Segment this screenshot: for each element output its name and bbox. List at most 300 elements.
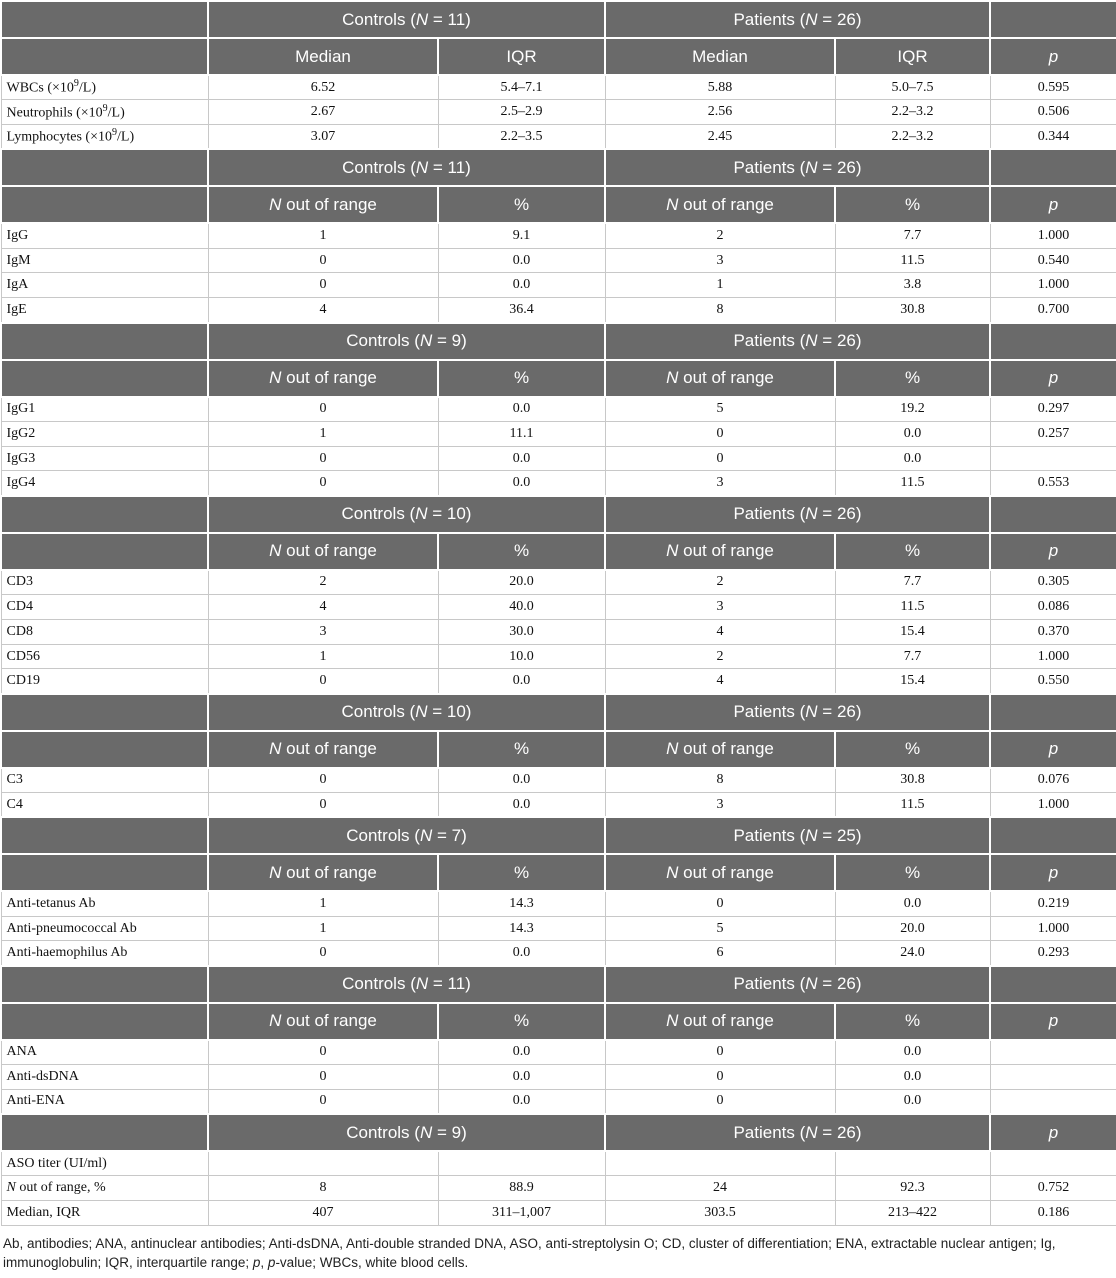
cell-p: 0.550	[990, 669, 1116, 694]
cell-b: 0.0	[438, 1065, 605, 1090]
blank-header-cell	[1, 496, 208, 533]
controls-n-value: 11	[447, 9, 466, 29]
row-label-tail: /L)	[107, 105, 125, 121]
n-symbol: N	[269, 194, 282, 214]
cell-c: 5	[605, 916, 835, 941]
column-header-a	[208, 1003, 438, 1040]
patients-label: Patients	[733, 157, 795, 177]
cell-a: 0	[208, 793, 438, 818]
cell-p: 1.000	[990, 273, 1116, 298]
superscript: 9	[73, 78, 79, 90]
patients-n-value: 25	[836, 825, 856, 845]
p-header: p	[1048, 1122, 1059, 1142]
row-label	[1, 421, 208, 446]
cell-a: 4	[208, 298, 438, 323]
cell-b: 0.0	[438, 669, 605, 694]
row-label	[1, 471, 208, 496]
column-header-p	[990, 1003, 1116, 1040]
cell-a: 8	[208, 1176, 438, 1201]
blank-header-cell	[1, 1003, 208, 1040]
cell-c: 3	[605, 471, 835, 496]
row-label	[1, 75, 208, 100]
p-group-header	[990, 323, 1116, 360]
cell-d: 213–422	[835, 1201, 990, 1226]
cell-d: 19.2	[835, 397, 990, 422]
cell-c: 2	[605, 570, 835, 595]
column-header-text: %	[513, 541, 530, 561]
n-symbol: N	[415, 157, 429, 177]
footnote-p-symbol: p	[252, 1255, 261, 1270]
row-label	[1, 1065, 208, 1090]
column-header-a	[208, 360, 438, 397]
column-header-text: IQR	[506, 46, 537, 66]
row-label-text: Anti-pneumococcal Ab	[6, 920, 137, 936]
cell-c: 1	[605, 273, 835, 298]
blank-header-cell	[1, 38, 208, 75]
column-header-text: %	[513, 739, 530, 759]
equals-sign: =	[817, 974, 837, 994]
column-header-a	[208, 854, 438, 891]
row-label	[1, 1201, 208, 1226]
n-symbol: N	[805, 331, 818, 351]
cell-a: 0	[208, 669, 438, 694]
table-row	[1, 1151, 1116, 1176]
column-header-text: out of range	[286, 194, 377, 214]
column-header-b	[438, 731, 605, 768]
column-header-text: %	[904, 739, 921, 759]
blank-header-cell	[1, 186, 208, 223]
cell-d: 24.0	[835, 941, 990, 966]
row-label	[1, 793, 208, 818]
equals-sign: =	[432, 825, 452, 845]
column-header-c	[605, 533, 835, 570]
cell-c: 4	[605, 669, 835, 694]
row-label	[1, 1089, 208, 1114]
p-group-header	[990, 1114, 1116, 1151]
table-row	[1, 793, 1116, 818]
cell-d: 0.0	[835, 1065, 990, 1090]
cell-c: 4	[605, 619, 835, 644]
cell-b: 11.1	[438, 421, 605, 446]
column-header-row	[1, 1003, 1116, 1040]
patients-n-value: 26	[836, 157, 856, 177]
row-label-text: IgG1	[6, 401, 36, 417]
cell-b: 30.0	[438, 619, 605, 644]
n-symbol: N	[805, 825, 818, 845]
group-header-row	[1, 496, 1116, 533]
row-label-text: IgG2	[6, 425, 36, 441]
patients-group-header: Patients (N = 26)	[605, 496, 990, 533]
row-label	[1, 619, 208, 644]
column-header-a	[208, 533, 438, 570]
footnote-p-symbol-2: p	[267, 1255, 276, 1270]
column-header-d	[835, 731, 990, 768]
cell-b: 0.0	[438, 1040, 605, 1065]
row-label	[1, 669, 208, 694]
cell-a: 0	[208, 471, 438, 496]
cell-c: 5.88	[605, 75, 835, 100]
row-label-text: Anti-dsDNA	[6, 1068, 79, 1084]
n-symbol: N	[805, 504, 818, 524]
cell-p: 0.297	[990, 397, 1116, 422]
column-header-text: %	[904, 862, 921, 882]
p-group-header	[990, 817, 1116, 854]
table-row	[1, 891, 1116, 916]
controls-label: Controls	[342, 974, 406, 994]
footnote-text-3: -value; WBCs, white blood cells.	[275, 1255, 469, 1270]
controls-group-header: Controls (N = 9)	[208, 1114, 605, 1151]
p-header: p	[1048, 368, 1059, 388]
cell-b: 0.0	[438, 397, 605, 422]
cell-p: 0.305	[990, 570, 1116, 595]
cell-p	[990, 446, 1116, 471]
n-symbol: N	[666, 194, 679, 214]
cell-b: 0.0	[438, 941, 605, 966]
p-header: p	[1048, 194, 1059, 214]
patients-label: Patients	[733, 1122, 795, 1142]
cell-a: 1	[208, 916, 438, 941]
cell-c: 2	[605, 644, 835, 669]
n-symbol: N	[805, 9, 818, 29]
row-label	[1, 768, 208, 793]
group-header-row	[1, 323, 1116, 360]
p-header: p	[1048, 1011, 1059, 1031]
cell-d: 11.5	[835, 595, 990, 620]
controls-group-header: Controls (N = 11)	[208, 966, 605, 1003]
row-label	[1, 1040, 208, 1065]
patients-label: Patients	[733, 9, 795, 29]
column-header-text: out of range	[683, 862, 774, 882]
equals-sign: =	[427, 702, 447, 722]
row-label	[1, 891, 208, 916]
row-label-text: Lymphocytes (×10	[6, 130, 112, 146]
n-symbol: N	[269, 739, 282, 759]
cell-d: 2.2–3.2	[835, 125, 990, 150]
row-label-tail: /L)	[78, 80, 97, 96]
cell-b: 14.3	[438, 891, 605, 916]
n-symbol: N	[666, 368, 679, 388]
controls-n-value: 11	[447, 974, 466, 994]
p-group-header	[990, 496, 1116, 533]
equals-sign: =	[428, 974, 448, 994]
cell-p: 0.540	[990, 248, 1116, 273]
column-header-text: out of range	[286, 368, 377, 388]
cell-p: 0.506	[990, 100, 1116, 125]
table-row	[1, 75, 1116, 100]
cell-b: 2.5–2.9	[438, 100, 605, 125]
p-group-header	[990, 1, 1116, 38]
cell-a: 1	[208, 223, 438, 248]
results-table-body	[1, 1, 1116, 1226]
row-label-text: CD56	[6, 648, 40, 664]
p-header: p	[1048, 739, 1059, 759]
cell-d: 0.0	[835, 421, 990, 446]
column-header-c	[605, 38, 835, 75]
group-header-row	[1, 149, 1116, 186]
cell-b: 0.0	[438, 1089, 605, 1114]
cell-a: 2.67	[208, 100, 438, 125]
row-label-text: ASO titer (UI/ml)	[6, 1155, 107, 1171]
patients-label: Patients	[733, 331, 795, 351]
footnote-text-2: ,	[260, 1255, 268, 1270]
table-row	[1, 619, 1116, 644]
controls-label: Controls	[346, 825, 410, 845]
cell-c: 0	[605, 1089, 835, 1114]
group-header-row	[1, 694, 1116, 731]
p-group-header	[990, 966, 1116, 1003]
blank-header-cell	[1, 1114, 208, 1151]
column-header-d	[835, 533, 990, 570]
cell-b: 10.0	[438, 644, 605, 669]
n-symbol: N	[666, 1011, 679, 1031]
column-header-text: out of range	[683, 194, 774, 214]
row-label	[1, 941, 208, 966]
cell-d: 0.0	[835, 1040, 990, 1065]
cell-c	[605, 1151, 835, 1176]
column-header-text: IQR	[897, 46, 928, 66]
cell-a: 6.52	[208, 75, 438, 100]
column-header-p	[990, 360, 1116, 397]
cell-b: 0.0	[438, 248, 605, 273]
column-header-row	[1, 186, 1116, 223]
cell-c: 3	[605, 793, 835, 818]
cell-p: 0.595	[990, 75, 1116, 100]
cell-c: 303.5	[605, 1201, 835, 1226]
table-row	[1, 471, 1116, 496]
column-header-text: out of range	[683, 739, 774, 759]
n-symbol: N	[415, 974, 429, 994]
column-header-d	[835, 854, 990, 891]
equals-sign: =	[817, 504, 837, 524]
controls-n-value: 11	[447, 157, 466, 177]
cell-a: 0	[208, 446, 438, 471]
row-label	[1, 1176, 208, 1201]
blank-header-cell	[1, 323, 208, 360]
cell-d	[835, 1151, 990, 1176]
cell-c: 3	[605, 595, 835, 620]
row-label-text: Neutrophils (×10	[6, 105, 103, 121]
controls-n-value: 7	[451, 825, 462, 845]
n-symbol: N	[415, 504, 428, 524]
row-label-tail: /L)	[117, 130, 135, 146]
column-header-text: out of range	[286, 1011, 377, 1031]
table-row	[1, 248, 1116, 273]
cell-b: 5.4–7.1	[438, 75, 605, 100]
cell-b: 311–1,007	[438, 1201, 605, 1226]
table-row	[1, 446, 1116, 471]
controls-n-value: 10	[446, 702, 466, 722]
n-symbol: N	[805, 1122, 818, 1142]
cell-a: 407	[208, 1201, 438, 1226]
table-row	[1, 223, 1116, 248]
column-header-text: Median	[295, 46, 351, 66]
controls-label: Controls	[346, 1122, 410, 1142]
blank-header-cell	[1, 731, 208, 768]
column-header-c	[605, 360, 835, 397]
row-label	[1, 248, 208, 273]
cell-a: 1	[208, 421, 438, 446]
cell-d: 0.0	[835, 446, 990, 471]
patients-label: Patients	[733, 974, 795, 994]
cell-b: 2.2–3.5	[438, 125, 605, 150]
cell-c: 0	[605, 421, 835, 446]
patients-label: Patients	[733, 504, 795, 524]
n-symbol: N	[666, 541, 679, 561]
column-header-row	[1, 533, 1116, 570]
row-label-text: IgG	[6, 228, 29, 244]
cell-a: 1	[208, 891, 438, 916]
footnote-text-1: Ab, antibodies; ANA, antinuclear antibodies; Anti-dsDNA, Anti-double stranded DNA, ASO, anti-streptolysin O; CD, cluster of differentiation; ENA, extractable nuclear antigen; Ig, immunoglobulin; IQR, interquartile range;	[3, 1236, 1056, 1270]
cell-a	[208, 1151, 438, 1176]
cell-p: 0.344	[990, 125, 1116, 150]
cell-a: 1	[208, 644, 438, 669]
cell-a: 0	[208, 248, 438, 273]
cell-p	[990, 1151, 1116, 1176]
cell-a: 0	[208, 1065, 438, 1090]
table-row	[1, 570, 1116, 595]
patients-n-value: 26	[836, 702, 856, 722]
controls-label: Controls	[342, 157, 406, 177]
n-symbol: N	[666, 862, 679, 882]
patients-label: Patients	[733, 825, 795, 845]
column-header-b	[438, 360, 605, 397]
cell-c: 0	[605, 891, 835, 916]
cell-c: 6	[605, 941, 835, 966]
column-header-b	[438, 1003, 605, 1040]
column-header-a	[208, 38, 438, 75]
row-label	[1, 397, 208, 422]
column-header-c	[605, 1003, 835, 1040]
group-header-row	[1, 1, 1116, 38]
superscript: 9	[112, 127, 117, 139]
column-header-text: %	[904, 541, 921, 561]
table-row	[1, 100, 1116, 125]
p-group-header	[990, 694, 1116, 731]
cell-c: 3	[605, 248, 835, 273]
row-label-text: IgA	[6, 277, 29, 293]
row-label	[1, 273, 208, 298]
cell-d: 11.5	[835, 793, 990, 818]
cell-p	[990, 1089, 1116, 1114]
cell-d: 92.3	[835, 1176, 990, 1201]
n-symbol: N	[419, 1122, 433, 1142]
column-header-c	[605, 731, 835, 768]
column-header-text: out of range	[683, 368, 774, 388]
table-row	[1, 768, 1116, 793]
controls-n-value: 9	[451, 331, 462, 351]
column-header-b	[438, 854, 605, 891]
table-row	[1, 125, 1116, 150]
equals-sign: =	[427, 504, 447, 524]
blank-header-cell	[1, 817, 208, 854]
cell-c: 24	[605, 1176, 835, 1201]
row-label-text: IgG3	[6, 450, 36, 466]
column-header-c	[605, 186, 835, 223]
controls-group-header: Controls (N = 11)	[208, 1, 605, 38]
patients-n-value: 26	[836, 974, 856, 994]
blank-header-cell	[1, 966, 208, 1003]
cell-c: 2	[605, 223, 835, 248]
column-header-d	[835, 360, 990, 397]
table-row	[1, 1201, 1116, 1226]
table-row	[1, 421, 1116, 446]
column-header-text: out of range	[286, 739, 377, 759]
row-label-text: out of range, %	[19, 1180, 106, 1196]
table-row	[1, 916, 1116, 941]
row-label	[1, 223, 208, 248]
controls-group-header: Controls (N = 7)	[208, 817, 605, 854]
row-label-text: CD4	[6, 598, 33, 614]
equals-sign: =	[817, 825, 837, 845]
row-label-text: IgM	[6, 252, 31, 268]
column-header-text: %	[513, 194, 530, 214]
controls-label: Controls	[341, 702, 405, 722]
group-header-row	[1, 1114, 1116, 1151]
row-label-text: CD19	[6, 673, 40, 689]
group-header-row	[1, 966, 1116, 1003]
cell-b: 9.1	[438, 223, 605, 248]
blank-header-cell	[1, 694, 208, 731]
cell-a: 0	[208, 768, 438, 793]
cell-b: 36.4	[438, 298, 605, 323]
column-header-a	[208, 731, 438, 768]
cell-d: 11.5	[835, 471, 990, 496]
column-header-text: %	[904, 368, 921, 388]
row-label-text: C4	[6, 796, 23, 812]
cell-a: 2	[208, 570, 438, 595]
cell-b: 0.0	[438, 768, 605, 793]
cell-b: 0.0	[438, 273, 605, 298]
cell-d: 0.0	[835, 1089, 990, 1114]
cell-b: 40.0	[438, 595, 605, 620]
row-label-text: IgG4	[6, 475, 36, 491]
row-label	[1, 644, 208, 669]
column-header-p	[990, 533, 1116, 570]
column-header-row	[1, 731, 1116, 768]
cell-d: 0.0	[835, 891, 990, 916]
cell-p: 0.257	[990, 421, 1116, 446]
cell-p: 0.553	[990, 471, 1116, 496]
patients-label: Patients	[733, 702, 795, 722]
table-row	[1, 595, 1116, 620]
table-row	[1, 273, 1116, 298]
row-label-text: Anti-ENA	[6, 1093, 65, 1109]
table-row	[1, 941, 1116, 966]
patients-n-value: 26	[836, 331, 856, 351]
cell-b: 0.0	[438, 793, 605, 818]
column-header-p	[990, 186, 1116, 223]
cell-d: 7.7	[835, 570, 990, 595]
cell-c: 0	[605, 1065, 835, 1090]
cell-d: 2.2–3.2	[835, 100, 990, 125]
patients-group-header: Patients (N = 26)	[605, 149, 990, 186]
column-header-text: out of range	[683, 1011, 774, 1031]
column-header-text: %	[513, 862, 530, 882]
cell-d: 15.4	[835, 619, 990, 644]
row-label	[1, 125, 208, 150]
cell-p: 0.086	[990, 595, 1116, 620]
blank-header-cell	[1, 360, 208, 397]
table-footnote	[3, 1234, 1113, 1272]
controls-n-value: 10	[446, 504, 466, 524]
row-label	[1, 446, 208, 471]
cell-p: 0.076	[990, 768, 1116, 793]
column-header-a	[208, 186, 438, 223]
row-label-text: CD8	[6, 623, 33, 639]
blank-header-cell	[1, 1, 208, 38]
cell-d: 3.8	[835, 273, 990, 298]
cell-p: 0.752	[990, 1176, 1116, 1201]
